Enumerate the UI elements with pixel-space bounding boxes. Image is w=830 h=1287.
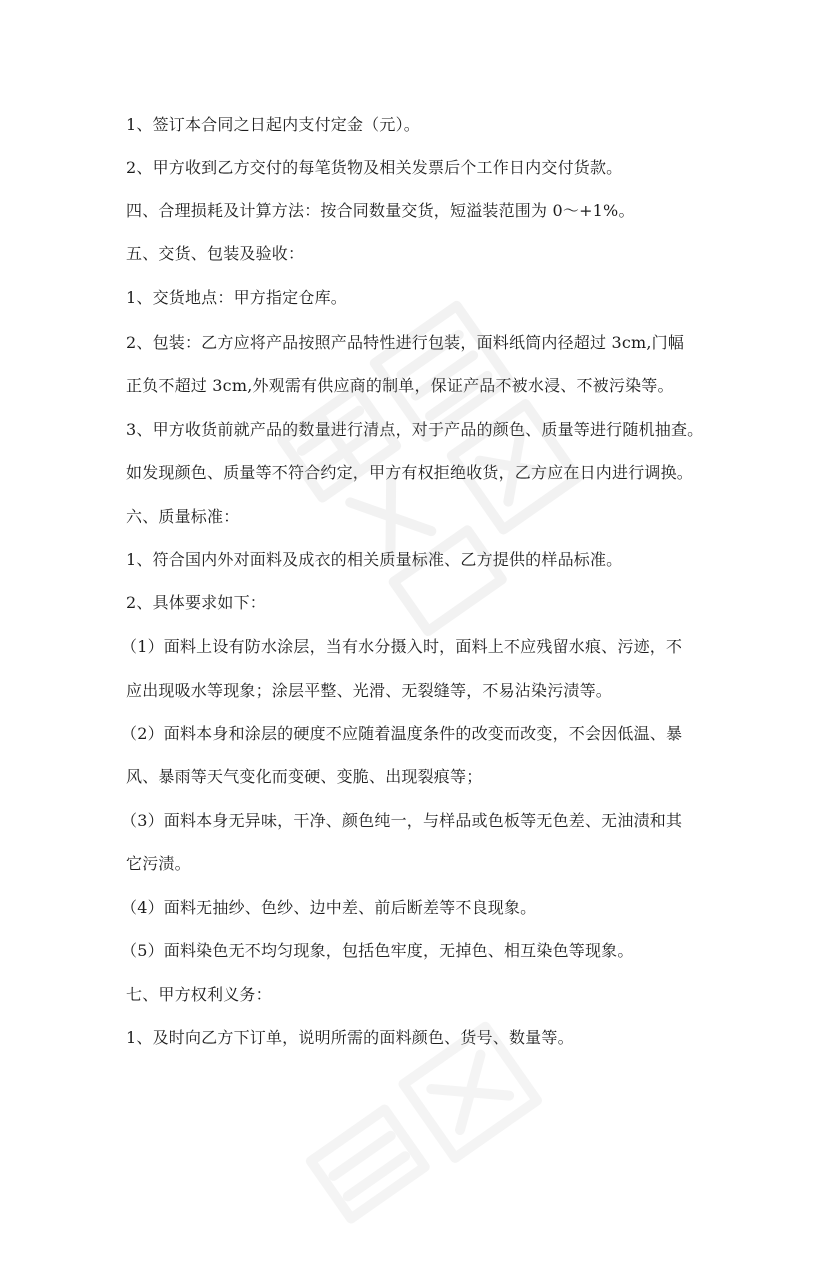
text-line-13: （1）面料上设有防水涂层，当有水分摄入时，面料上不应残留水痕、污迹，不 — [121, 637, 683, 656]
text-line-2: 2、甲方收到乙方交付的每笔货物及相关发票后个工作日内交付货款。 — [126, 158, 623, 177]
text-line-15: （2）面料本身和涂层的硬度不应随着温度条件的改变而改变，不会因低温、暴 — [121, 724, 683, 743]
text-line-17: （3）面料本身无异味，干净、颜色纯一，与样品或色板等无色差、无油渍和其 — [121, 811, 683, 830]
text-line-19: （4）面料无抽纱、色纱、边中差、前后断差等不良现象。 — [121, 898, 537, 917]
text-line-6: 2、包装：乙方应将产品按照产品特性进行包装，面料纸筒内径超过 3cm,门幅 — [126, 333, 685, 352]
text-line-16: 风、暴雨等天气变化而变硬、变脆、出现裂痕等； — [126, 767, 483, 786]
watermark-graphic-bottom — [283, 973, 637, 1287]
text-line-3: 四、合理损耗及计算方法：按合同数量交货，短溢装范围为 0～+1%。 — [126, 201, 635, 220]
text-line-20: （5）面料染色无不均匀现象，包括色牢度，无掉色、相互染色等现象。 — [121, 941, 634, 960]
section-heading-7: 七、甲方权利义务： — [126, 985, 272, 1004]
text-line-22: 1、及时向乙方下订单，说明所需的面料颜色、货号、数量等。 — [126, 1028, 574, 1047]
text-line-12: 2、具体要求如下： — [126, 593, 266, 612]
text-line-1: 1、签订本合同之日起内支付定金（元）。 — [126, 115, 420, 134]
section-heading-5: 五、交货、包装及验收： — [126, 244, 305, 263]
text-line-14: 应出现吸水等现象；涂层平整、光滑、无裂缝等，不易沾染污渍等。 — [126, 681, 613, 700]
section-heading-6: 六、质量标准： — [126, 507, 240, 526]
text-line-18: 它污渍。 — [126, 854, 191, 873]
text-line-8: 3、甲方收货前就产品的数量进行清点，对于产品的颜色、质量等进行随机抽查。 — [126, 420, 704, 439]
text-line-9: 如发现颜色、质量等不符合约定，甲方有权拒绝收货，乙方应在日内进行调换。 — [126, 463, 694, 482]
text-line-11: 1、符合国内外对面料及成衣的相关质量标准、乙方提供的样品标准。 — [126, 550, 623, 569]
text-line-7: 正负不超过 3cm,外观需有供应商的制单，保证产品不被水浸、不被污染等。 — [126, 376, 674, 395]
text-line-5: 1、交货地点：甲方指定仓库。 — [126, 288, 347, 307]
